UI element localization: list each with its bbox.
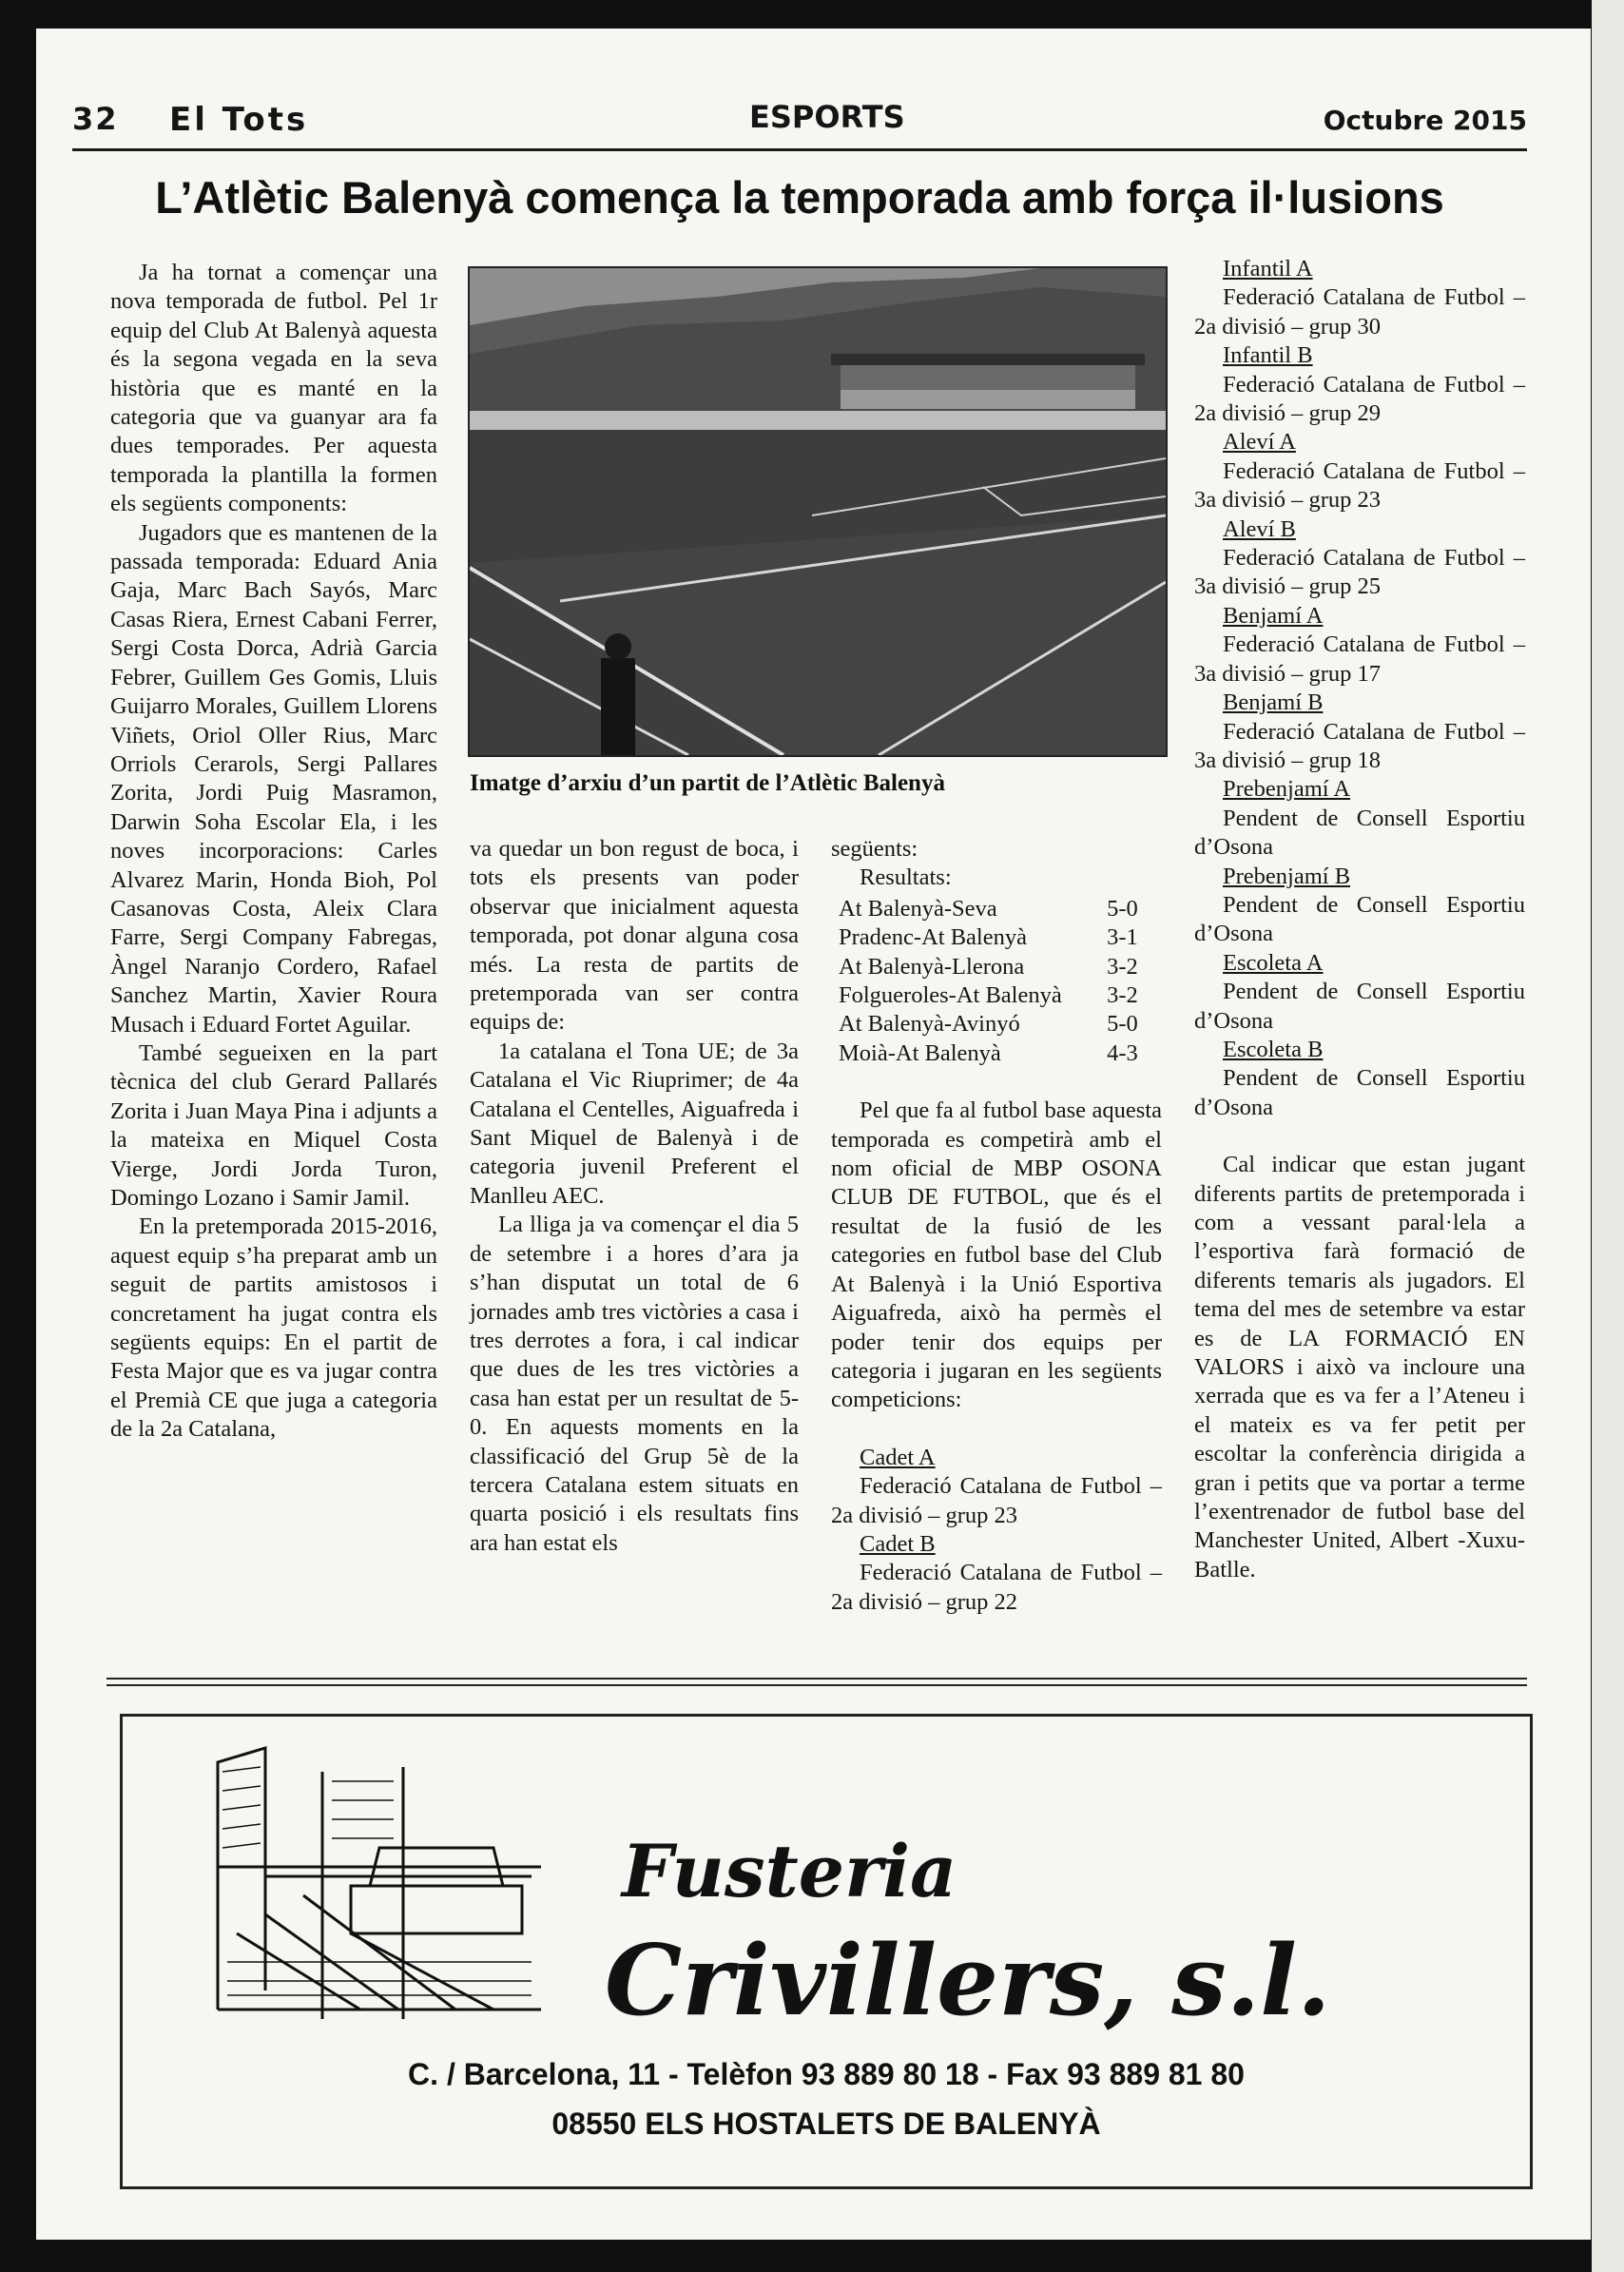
ad-address: C. / Barcelona, 11 - Telèfon 93 889 80 18 - Fax 93 889 81 80 bbox=[408, 2057, 1245, 2091]
match-score: 3-2 bbox=[1107, 982, 1138, 1009]
match-name: At Balenyà-Llerona bbox=[839, 953, 1025, 980]
carpentry-drawing-icon bbox=[208, 1743, 551, 2019]
category-name: Escoleta B bbox=[1223, 1036, 1324, 1062]
match-score: 3-2 bbox=[1107, 953, 1138, 980]
paragraph: Jugadors que es mantenen de la passada temporada: Eduard Ania Gaja, Marc Bach Sayós, Marc Casas Riera, Ernest Cabani Ferrer, Sergi Costa Dorca, Adrià Garcia Febrer, Guillem Ges Gomis, Lluis Guijarro Morales, Guillem Llorens Viñets, Oriol Oller Rius, Marc Orriols Cerarols, Sergi Pallares Zorita, Jordi Puig Masramon, Darwin Soha Escolar Ela, i les noves incorporacions: Carles Alvarez Marin, Honda Bioh, Pol Casanovas Costa, Aleix Clara Farre, Sergi Company Fabregas, Àngel Naranjo Cordero, Rafael Sanchez Martin, Xavier Roura Musach i Eduard Fortet Aguilar. bbox=[110, 519, 437, 1038]
table-row bbox=[839, 1010, 1138, 1039]
paragraph: Ja ha tornat a començar una nova temporada de futbol. Pel 1r equip del Club At Balenyà aquesta és la segona vegada en la seva història que es manté en la categoria que va guanyar ara fa dues temporades. Per aquesta temporada la plantilla la formen els següents components: bbox=[110, 260, 437, 517]
article-column-2 bbox=[470, 835, 799, 1558]
paragraph: 1a catalana el Tona UE; de 3a Catalana el Vic Riuprimer; de 4a Catalana el Centelles, Aiguafreda i Sant Miquel de Balenyà i de categoria juvenil Preferent el Manlleu AEC. bbox=[470, 1038, 799, 1209]
match-score: 4-3 bbox=[1107, 1039, 1138, 1066]
article-title: L’Atlètic Balenyà comença la temporada amb força il·lusions bbox=[155, 172, 1444, 223]
results-label: Resultats: bbox=[860, 864, 952, 891]
football-field-photo bbox=[470, 268, 1166, 755]
category-name: Prebenjamí A bbox=[1223, 776, 1351, 803]
page-header bbox=[72, 78, 1527, 151]
category-name: Cadet A bbox=[860, 1444, 936, 1470]
match-name: Folgueroles-At Balenyà bbox=[839, 982, 1062, 1009]
paragraph: següents: bbox=[831, 836, 918, 862]
paragraph: També segueixen en la part tècnica del club Gerard Pallarés Zorita i Juan Maya Pina i adjunts a la mateixa en Miquel Costa Vierge, Jordi Jorda Turon, Domingo Lozano i Samir Jamil. bbox=[110, 1039, 437, 1211]
category-league: Pendent de Consell Esportiu d’Osona bbox=[1194, 979, 1525, 1034]
category-league: Federació Catalana de Futbol – 3a divisió – grup 23 bbox=[1194, 457, 1525, 514]
category-name: Cadet B bbox=[860, 1530, 936, 1557]
paragraph: Cal indicar que estan jugant diferents partits de pretemporada i com a vessant paral·lela a l’esportiva farà formació de diferents temaris als jugadors. El tema del mes de setembre va estar es de LA FORMACIÓ EN VALORS i això va incloure una xerrada que es va fer a l’Ateneu i el mateix es va fer petit per escoltar la conferència dirigida a gran i petits que va portar a terme l’exentrenador de futbol base del Manchester United, Albert -Xuxu- Batlle. bbox=[1194, 1152, 1525, 1583]
table-row bbox=[839, 953, 1138, 981]
article-column-1 bbox=[110, 259, 437, 1445]
match-name: Moià-At Balenyà bbox=[839, 1039, 1001, 1066]
category-name: Benjamí A bbox=[1223, 602, 1324, 629]
advertisement-box bbox=[120, 1714, 1533, 2189]
category-league: Federació Catalana de Futbol – 2a divisió – grup 23 bbox=[831, 1473, 1162, 1528]
results-table bbox=[839, 895, 1138, 1068]
match-name: At Balenyà-Seva bbox=[839, 895, 997, 922]
table-row bbox=[839, 1039, 1138, 1068]
category-name: Aleví B bbox=[1223, 515, 1296, 542]
category-name: Prebenjamí B bbox=[1223, 863, 1351, 889]
paragraph: En la pretemporada 2015-2016, aquest equip s’ha preparat amb un seguit de partits amistosos i concretament ha jugat contra els següents equips: En el partit de Festa Major que es va jugar contra el Premià CE que juga a categoria de la 2a Catalana, bbox=[110, 1214, 437, 1443]
table-row bbox=[839, 923, 1138, 952]
match-name: At Balenyà-Avinyó bbox=[839, 1011, 1020, 1038]
paragraph: La lliga ja va començar el dia 5 de setembre i a hores d’ara ja s’han disputat un total de 6 jornades amb tres victòries a casa i tres derrotes a fora, i cal indicar que dues de les tres victòries a casa han estat per un resultat de 5-0. En aquests moments en la classificació del Grup 5è de la tercera Catalana estem situats en quarta posició i els resultats fins ara han estat els bbox=[470, 1212, 799, 1556]
divider bbox=[106, 1678, 1527, 1680]
page-number: 32 bbox=[72, 101, 119, 137]
ad-logo-line-1: Fusteria bbox=[622, 1829, 957, 1913]
category-name: Escoleta A bbox=[1223, 949, 1324, 976]
publication-name: El Tots bbox=[169, 101, 309, 139]
category-name: Infantil A bbox=[1223, 256, 1313, 282]
category-league: Federació Catalana de Futbol – 3a divisió – grup 18 bbox=[1194, 718, 1525, 773]
category-name: Benjamí B bbox=[1223, 689, 1324, 716]
article-column-4 bbox=[1194, 255, 1525, 1584]
category-league: Federació Catalana de Futbol – 2a divisió – grup 29 bbox=[1194, 371, 1525, 427]
category-league: Federació Catalana de Futbol – 2a divisió – grup 22 bbox=[831, 1560, 1162, 1615]
category-league: Pendent de Consell Esportiu d’Osona bbox=[1194, 805, 1525, 861]
category-league: Federació Catalana de Futbol – 3a divisió – grup 17 bbox=[1194, 631, 1525, 687]
category-league: Federació Catalana de Futbol – 2a divisió – grup 30 bbox=[1194, 284, 1525, 340]
paragraph: va quedar un bon regust de boca, i tots els presents van poder observar que inicialment aquesta temporada, pot donar alguna cosa més. La resta de partits de pretemporada van ser contra equips de: bbox=[470, 836, 799, 1036]
ad-town: 08550 ELS HOSTALETS DE BALENYÀ bbox=[551, 2107, 1101, 2141]
article-column-3 bbox=[831, 835, 1162, 1617]
table-row bbox=[839, 895, 1138, 923]
table-row bbox=[839, 981, 1138, 1010]
section-name: ESPORTS bbox=[749, 99, 905, 135]
category-name: Aleví A bbox=[1223, 429, 1296, 456]
match-score: 3-1 bbox=[1107, 924, 1138, 951]
category-league: Pendent de Consell Esportiu d’Osona bbox=[1194, 1065, 1525, 1120]
category-league: Federació Catalana de Futbol – 3a divisió – grup 25 bbox=[1194, 545, 1525, 600]
photo-caption: Imatge d’arxiu d’un partit de l’Atlètic Balenyà bbox=[470, 770, 945, 796]
category-name: Infantil B bbox=[1223, 342, 1313, 369]
paragraph: Pel que fa al futbol base aquesta temporada es competirà amb el nom oficial de MBP OSONA CLUB DE FUTBOL, que és el resultat de la fusió de les categories en futbol base del Club At Balenyà i la Unió Esportiva Aiguafreda, això ha permès el poder tenir dos equips per categoria i jugaran en les següents competicions: bbox=[831, 1097, 1162, 1413]
category-league: Pendent de Consell Esportiu d’Osona bbox=[1194, 891, 1525, 947]
issue-date: Octubre 2015 bbox=[1323, 105, 1527, 136]
match-name: Pradenc-At Balenyà bbox=[839, 924, 1027, 951]
article-photo bbox=[468, 266, 1168, 757]
match-score: 5-0 bbox=[1107, 1011, 1138, 1038]
ad-logo-line-2: Crivillers, s.l. bbox=[605, 1924, 1331, 2038]
next-page-edge bbox=[1592, 0, 1624, 2272]
match-score: 5-0 bbox=[1107, 895, 1138, 922]
divider bbox=[106, 1684, 1527, 1686]
